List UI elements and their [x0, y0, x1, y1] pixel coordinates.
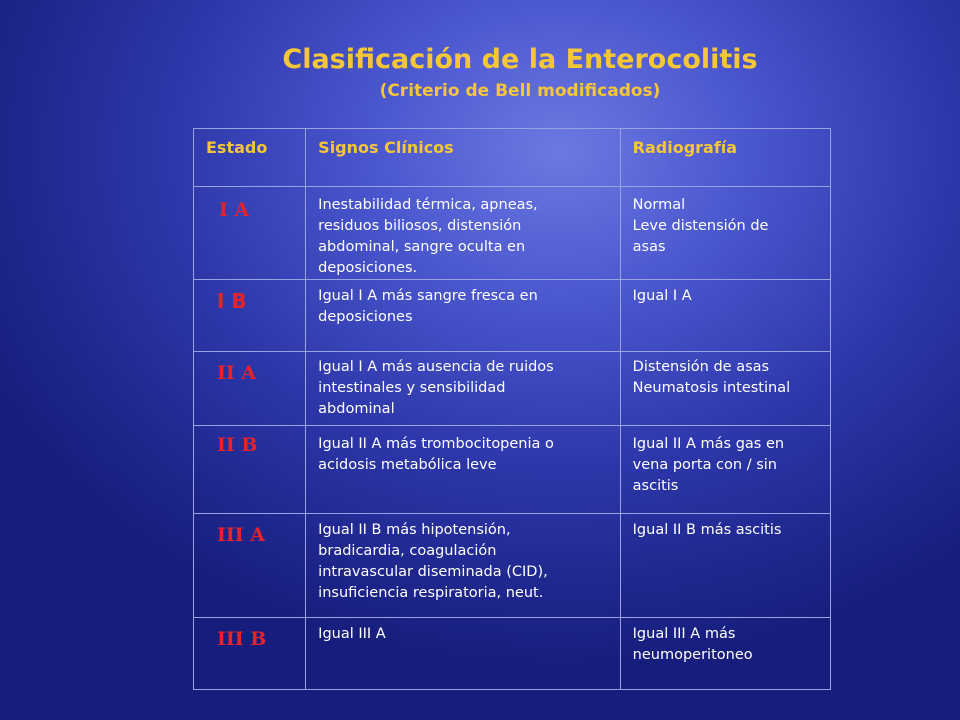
- radiografia-cell: Igual III A más neumoperitoneo: [620, 618, 830, 690]
- radiografia-cell: Igual I A: [620, 280, 830, 352]
- table-row: [194, 618, 831, 690]
- header-signos-clinicos: Signos Clínicos: [306, 129, 620, 187]
- header-estado: Estado: [194, 129, 306, 187]
- signos-cell: Igual II B más hipotensión, bradicardia, coagulación intravascular diseminada (CID), insuficiencia respiratoria, neut.: [306, 514, 620, 618]
- radiografia-cell: Distensión de asas Neumatosis intestinal: [620, 352, 830, 426]
- header-radiografia: Radiografía: [620, 129, 830, 187]
- table-row: [194, 352, 831, 426]
- estado-cell: III A: [194, 514, 306, 618]
- signos-cell: Igual I A más sangre fresca en deposiciones: [306, 280, 620, 352]
- signos-cell: Igual II A más trombocitopenia o acidosis metabólica leve: [306, 426, 620, 514]
- bell-criteria-table: [193, 128, 831, 690]
- table-row: [194, 514, 831, 618]
- slide-title: Clasificación de la Enterocolitis: [282, 44, 758, 75]
- table-row: [194, 280, 831, 352]
- radiografia-cell: Igual II B más ascitis: [620, 514, 830, 618]
- slide-subtitle: (Criterio de Bell modificados): [379, 81, 661, 101]
- radiografia-cell: Normal Leve distensión de asas: [620, 187, 830, 280]
- estado-cell: II B: [194, 426, 306, 514]
- radiografia-cell: Igual II A más gas en vena porta con / sin ascitis: [620, 426, 830, 514]
- table-row: [194, 187, 831, 280]
- estado-cell: I B: [194, 280, 306, 352]
- estado-cell: II A: [194, 352, 306, 426]
- table-row: [194, 426, 831, 514]
- signos-cell: Igual III A: [306, 618, 620, 690]
- table-header-row: [194, 129, 831, 187]
- estado-cell: I A: [194, 187, 306, 280]
- estado-cell: III B: [194, 618, 306, 690]
- signos-cell: Inestabilidad térmica, apneas, residuos biliosos, distensión abdominal, sangre oculta en deposiciones.: [306, 187, 620, 280]
- signos-cell: Igual I A más ausencia de ruidos intestinales y sensibilidad abdominal: [306, 352, 620, 426]
